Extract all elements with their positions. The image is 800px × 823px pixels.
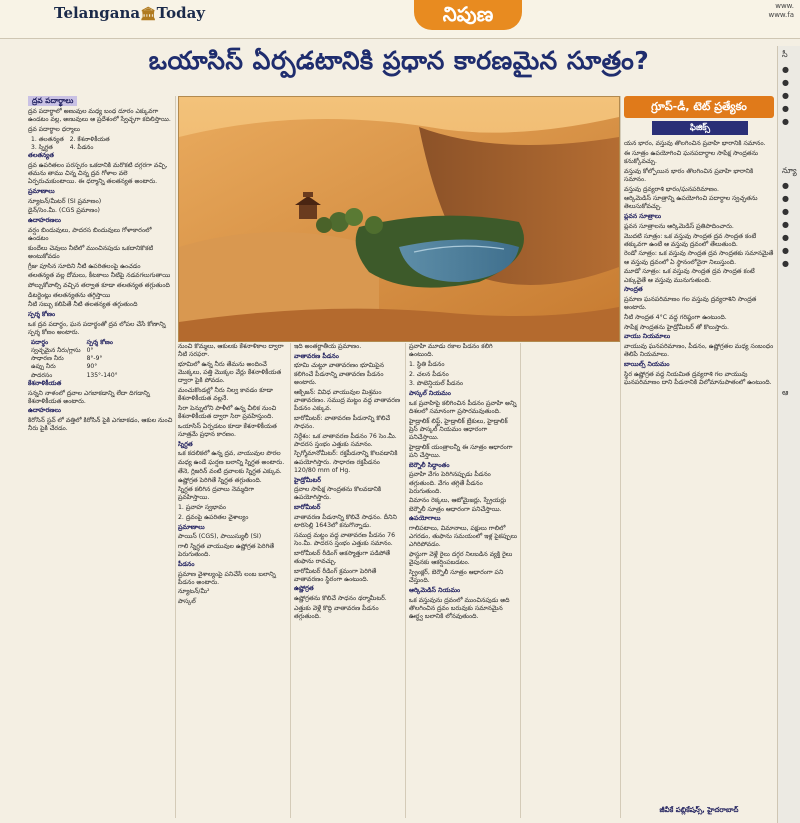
table-cell: ఉప్పు నీరు	[31, 363, 56, 371]
subheading: ఉష్ణోగ్రత	[294, 585, 314, 593]
subheading: కేశనాళికీయత	[28, 379, 62, 387]
table-cell: స్వచ్ఛమైన నీరు/గ్లాసు	[31, 346, 81, 354]
list-item: 4. పీడనం	[69, 144, 94, 152]
paragraph: ఫాస్టుగా వెళ్లే రైలు దగ్గర నిలబడిన వ్యక్తి రైలు వైపునకు ఆకర్షింపబడటం.	[409, 551, 513, 567]
physics-tag: ఫిజిక్స్	[652, 121, 748, 135]
list-item: న్యూటన్/మీటర్ (SI ప్రమాణం)	[28, 197, 102, 205]
list-item: 1. స్థితి పీడనం	[409, 360, 445, 368]
list-item: 2. కేశనాళికీయత	[69, 135, 110, 143]
column-divider	[290, 343, 291, 818]
column-divider	[620, 96, 621, 818]
paragraph: ద్రవాల సాపేక్ష సాంద్రతను కొలవడానికి ఉపయోగిస్తారు.	[294, 486, 382, 502]
subheading: హైడ్రోమీటర్	[294, 476, 321, 484]
brand-name: Telangana	[54, 4, 141, 22]
column-3	[294, 343, 402, 818]
table-cell: సాధారణ నీరు	[31, 355, 64, 363]
subheading: స్పర్శ కోణం	[28, 311, 56, 319]
paragraph: సిరా పెన్నులోని పాళీలో ఉన్న చీలిక నుంచి కేశనాళికీయత ద్వారా సిరా ప్రవహిస్తుంది.	[178, 404, 277, 421]
oasis-photo	[178, 96, 620, 342]
paragraph: హైడ్రాలిక్ లిఫ్ట్, హైడ్రాలిక్ బ్రేకులు, హైడ్రాలిక్ ప్రెస్ పాస్కల్ నియమం ఆధారంగా పనిచేస్తాయి.	[409, 417, 508, 442]
paragraph: స్ప్రింక్లర్, బెర్నౌలీ సూత్రం ఆధారంగా పని చేస్తుంది.	[409, 569, 504, 585]
paragraph: ప్రమాణ ఘనపరిమాణం గల వస్తువు ద్రవ్యరాశిని సాంద్రత అంటారు.	[624, 295, 757, 312]
paragraph: ప్రవాహి మూడు రకాల పీడనం కలిగి ఉంటుంది.	[409, 343, 493, 359]
list-item: తలతన్యత వల్ల దోమలు, కీటకాలు నీటిపై నడవగలుగుతాయి	[28, 272, 171, 280]
paragraph: ప్రవాహి వేగం పెరిగినప్పుడు పీడనం తగ్గుతుంది. వేగం తగ్గితే పీడనం పెరుగుతుంది.	[409, 471, 491, 495]
section-heading: ద్రవ పదార్థాలు	[28, 96, 77, 106]
list-item: డైన్/సెం.మీ. (CGS ప్రమాణం)	[28, 207, 100, 215]
url-2: www.fa	[768, 11, 794, 19]
publisher-credit: జీవీకే పబ్లికేషన్స్, హైదరాబాద్	[659, 806, 739, 814]
paragraph: వాయువు ఘనపరిమాణం, పీడనం, ఉష్ణోగ్రతల మధ్య సంబంధం తెలిపే నియమాలు.	[624, 342, 774, 359]
table-cell: 0°	[86, 346, 94, 354]
list-item: 1. తలతన్యత	[31, 135, 64, 143]
brand-emblem-icon: 🏛	[140, 7, 157, 22]
table-header: పదార్థం	[31, 338, 49, 346]
paragraph: ఒక ప్రవాహిపై కలిగించిన పీడనం ప్రవాహి అన్ని దిశలలో సమానంగా ప్రసారమవుతుంది.	[409, 399, 517, 415]
subheading: తలతన్యత	[28, 152, 54, 160]
subheading: ప్లవన సూత్రాలు	[624, 213, 662, 221]
table-cell: 90°	[86, 363, 98, 371]
strip-text: ఆ	[782, 388, 789, 397]
paragraph: భూమి చుట్టూ వాతావరణం భూమిపైన కలిగించే పీడనాన్ని వాతావరణ పీడనం అంటారు.	[294, 362, 385, 386]
group-d-tet-tag: గ్రూప్-డీ, టెట్ ప్రత్యేకం	[624, 96, 774, 118]
list-item: గ్రీజు పూసిన సూదిని నీటి ఉపరితలంపై ఉంచడం	[28, 262, 141, 270]
paragraph: ద్రవ ఉపరితలం పరస్పరం ఒకదానికి మరొకటి దగ్గరగా వచ్చి, తమను తాము చిన్న చిన్న ద్రవ గోళాల వలె ఏర్పరుచుకుంటాయి. ఈ ధర్మాన్ని తలతన్యత అంటారు.	[28, 161, 168, 186]
paragraph: ఉష్ణోగ్రతను కొలిచే సాధనం థర్మామీటర్.	[294, 595, 387, 603]
paragraph: తేనె, గ్లిజరిన్ వంటి ద్రవాలకు స్నిగ్ధత ఎక్కువ. ఉష్ణోగ్రత పెరిగితే స్నిగ్ధత తగ్గుతుంది.	[178, 468, 282, 484]
masthead	[0, 0, 800, 39]
subheading: ఉదాహరణలు	[28, 217, 61, 225]
list-item: కుందేలు చెవులు నీటిలో ముంచినపుడు ఒకదానికొకటి అంటుకోవడం	[28, 244, 154, 260]
paragraph: వస్తువు ద్రవ్యరాశి భారం/ఘనపరిమాణం.	[624, 185, 719, 193]
paragraph: ఆర్కిమెడిస్ సూత్రాన్ని ఉపయోగించి పదార్థాల స్వచ్ఛతను తెలుసుకోవచ్చు.	[624, 195, 758, 211]
paragraph: విమానం రెక్కలు, ఆటోమైజర్లు, స్ప్రేయర్లు బెర్నౌలీ సూత్రం ఆధారంగా పనిచేస్తాయి.	[409, 497, 507, 513]
strip-text: సీ	[782, 50, 788, 59]
list-item: 3. పొటెన్షియల్ పీడనం	[409, 380, 464, 388]
paragraph: వస్తువు కోల్పోయిన భారం తొలగించిన ప్రవాహి భారానికి సమానం.	[624, 167, 754, 183]
paragraph: కిరోసిన్ స్టవ్ లో వత్తిలో కిరోసిన్ పైకి ఎగబాకడం, ఆకుల నుంచి నీరు పైకి చేరడం.	[28, 417, 173, 433]
paragraph: ఒక కదలికలో ఉన్న ద్రవ, వాయువుల పొరల మధ్య ఉండే ఘర్షణ బలాన్ని స్నిగ్ధత అంటారు.	[178, 450, 285, 466]
paragraph: బారోమీటర్ రీడింగ్ క్రమంగా పెరిగితే వాతావరణం స్థిరంగా ఉంటుంది.	[294, 567, 377, 583]
subheading: స్నిగ్ధత	[178, 440, 193, 448]
paragraph: స్పిగ్మోమానోమీటర్: రక్తపీడనాన్ని కొలవడానికి ఉపయోగిస్తారు. సాధారణ రక్తపీడనం 120/80 mm of Hg.	[294, 450, 398, 474]
subheading: ప్రమాణాలు	[28, 188, 55, 196]
subheading: బెర్నౌలీ సిద్ధాంతం	[409, 461, 450, 469]
list-item: 1. ప్రవాహ స్వభావం	[178, 504, 227, 512]
table-cell: 135°-140°	[86, 371, 118, 379]
paragraph: బారోమీటర్ రీడింగ్ అకస్మాత్తుగా పడిపోతే తుఫాను రావచ్చు.	[294, 549, 391, 565]
paragraph: గాలిపటాలు, విమానాలు, పక్షులు గాలిలో ఎగరడం, తుఫాను సమయంలో ఇళ్ల పైకప్పులు ఎగిరిపోవడం.	[409, 525, 517, 549]
paragraph: సాపేక్ష సాంద్రతను హైడ్రోమీటర్ తో కొలుస్తారు.	[624, 323, 730, 331]
bullet-icon: ●	[782, 246, 789, 255]
paragraph: బారోమీటర్: వాతావరణ పీడనాన్ని కొలిచే సాధనం.	[294, 414, 391, 430]
table-header: స్పర్శ కోణం	[86, 338, 113, 346]
subheading: సాంద్రత	[624, 286, 643, 294]
column-divider	[405, 343, 406, 818]
paragraph: ఈ సూత్రం ఉపయోగించి ఘనపదార్థాల సాపేక్ష సాంద్రతను కనుక్కోవచ్చు.	[624, 149, 759, 165]
column-5	[624, 140, 774, 804]
column-divider	[175, 96, 176, 818]
bullet-icon: ●	[782, 207, 789, 216]
list-item: పోల్చుకోవాల్సి వచ్చిన తర్వాత కూడా తలతన్యత తగ్గుతుంది	[28, 282, 170, 290]
bullet-icon: ●	[782, 220, 789, 229]
paragraph: వాతావరణ పీడనాన్ని కొలిచే సాధనం. దీనిని టారిసెల్లి 1643లో కనుగొన్నాడు.	[294, 513, 397, 530]
table-cell: 8°-9°	[86, 355, 103, 363]
properties-list	[28, 136, 113, 152]
column-2	[178, 343, 286, 818]
section-banner: నిపుణ	[414, 0, 522, 30]
column-divider	[520, 343, 521, 818]
url-1: www.	[775, 2, 794, 10]
column-1	[28, 96, 174, 818]
bullet-icon: ●	[782, 117, 789, 126]
bullet-icon: ●	[782, 194, 789, 203]
paragraph: నిర్దేశం: ఒక వాతావరణ పీడనం 76 సెం.మీ. పాదరస స్తంభం ఎత్తుకు సమానం.	[294, 432, 397, 448]
strip-text: న్యూ	[782, 166, 797, 175]
list-item: 3. స్నిగ్ధత	[31, 144, 53, 152]
paragraph: సన్నని నాళంలో ద్రవాల ఎగబాకడాన్ని లేదా దిగడాన్ని కేశనాళికీయత అంటారు.	[28, 389, 150, 405]
list-item: న్యూటన్/మీ²	[178, 588, 210, 596]
bullet-icon: ●	[782, 78, 789, 87]
subheading: వాయు నియమాలు	[624, 333, 671, 341]
top-right-urls	[768, 2, 794, 20]
paragraph: ప్లవన సూత్రాలను ఆర్కిమెడిస్ ప్రతిపాదించారు.	[624, 222, 734, 230]
list-item: 2. చలన పీడనం	[409, 370, 449, 378]
paragraph: ప్రమాణ వైశాల్యంపై పనిచేసే లంబ బలాన్ని పీడనం అంటారు.	[178, 570, 276, 586]
paragraph: రెండో సూత్రం: ఒక వస్తువు సాంద్రత ద్రవ సాంద్రతకు సమానమైతే ఆ వస్తువు ద్రవంలో ఏ స్థానంలోనైనా నిలుస్తుంది.	[624, 250, 774, 266]
subheading: బాయిల్స్ నియమం	[624, 360, 670, 368]
bullet-icon: ●	[782, 233, 789, 242]
subheading: బారోమీటర్	[294, 504, 321, 512]
paragraph: స్థిర ఉష్ణోగ్రత వద్ద నియమిత ద్రవ్యరాశి గల వాయువు ఘనపరిమాణం దాని పీడనానికి విలోమానుపాతంలో ఉంటుంది.	[624, 370, 772, 386]
subheading: ఉపయోగాలు	[409, 515, 441, 523]
paragraph: మూడో సూత్రం: ఒక వస్తువు సాంద్రత ద్రవ సాంద్రత కంటే ఎక్కువైతే ఆ వస్తువు మునుగుతుంది.	[624, 268, 755, 284]
list-item: నీటి సబ్బు కలిపితే నీటి తలతన్యత తగ్గుతుంది	[28, 301, 138, 309]
paragraph: ఒక వస్తువును ద్రవంలో ముంచినపుడు అది తొలగించిన ద్రవం బరువుకు సమానమైన ఊర్ధ్వ బలానికి లోనవుతుంది.	[409, 596, 510, 621]
paragraph: నుంచి కొమ్మలు, ఆకులకు కేశనాళికాల ద్వారా నీటి సరఫరా.	[178, 343, 284, 359]
bullet-icon: ●	[782, 65, 789, 74]
paragraph: ద్రవ పదార్థాలో అణువుల మధ్య బంధ దూరం ఎక్కువగా ఉండటం వల్ల, అణువులు ఆ ప్రదేశంలో స్వేచ్ఛగా కదిలిస్తాయి.	[28, 108, 171, 124]
paragraph: గాలి స్నిగ్ధత వాయువుల ఉష్ణోగ్రత పెరిగితే పెరుగుతుంది.	[178, 542, 275, 559]
list-item: పాస్కల్	[178, 598, 196, 606]
adjacent-page-strip	[777, 46, 800, 823]
paragraph: సముద్ర మట్టం వద్ద వాతావరణ పీడనం 76 సెం.మీ. పాదరస స్తంభం ఎత్తుకు సమానం.	[294, 531, 396, 547]
paragraph: హైడ్రాలిక్ యంత్రాలన్నీ ఈ సూత్రం ఆధారంగా పని చేస్తాయి.	[409, 443, 513, 459]
paragraph: ఎత్తుకు వెళ్లే కొద్ది వాతావరణ పీడనం తగ్గుతుంది.	[294, 604, 379, 621]
paragraph: నీటి సాంద్రత 4°C వద్ద గరిష్ఠంగా ఉంటుంది.	[624, 313, 727, 321]
paragraph: ఆక్సిజన్: వివిధ వాయువుల మిశ్రమం వాతావరణం. సముద్ర మట్టం వద్ద వాతావరణ పీడనం ఎక్కువ.	[294, 388, 401, 412]
column-4	[409, 343, 517, 818]
subheading: ఆర్కిమెడిస్ నియమం	[409, 586, 461, 594]
paragraph: ఒక ద్రవ పదార్థం, ఘన పదార్థంతో ద్రవ లోపల చేసే కోణాన్ని స్పర్శ కోణం అంటారు.	[28, 320, 166, 337]
paragraph: ఒయాసిస్ ఏర్పడటం కూడా కేశనాళికీయత సూత్రమే ప్రధాన కారణం.	[178, 422, 277, 439]
bullet-icon: ●	[782, 181, 789, 190]
bullet-icon: ●	[782, 91, 789, 100]
paragraph: ఇది అంతర్జాతీయ ప్రమాణం.	[294, 343, 362, 350]
brand-logo[interactable]	[54, 4, 205, 22]
paragraph: ద్రవ పదార్థాల ధర్మాలు	[28, 126, 80, 134]
brand-suffix: Today	[156, 4, 206, 22]
table-cell: పాదరసం	[31, 371, 53, 379]
paragraph: యన భారం, వస్తువు తొలగించిన ప్రవాహి భారానికి సమానం.	[624, 140, 766, 147]
paragraph: భూమిలో ఉన్న నీరు తేమను అందించే మొక్కలు, పత్తి మొక్కల వేర్లు కేశనాళికీయత ద్వారా పైకి పోవడం.	[178, 360, 282, 385]
contact-angle-table	[28, 339, 121, 380]
subheading: పాస్కల్ నియమం	[409, 390, 451, 398]
list-item: పాయిస్ (CGS), పాయిస్యులీ (SI)	[178, 533, 262, 541]
subheading: ప్రమాణాలు	[178, 523, 205, 531]
subheading: పీడనం	[178, 560, 195, 568]
page-headline: ఒయాసిస్ ఏర్పడటానికి ప్రధాన కారణమైన సూత్రం?	[148, 46, 650, 75]
paragraph: స్నిగ్ధత కలిగిన ద్రవాలు నెమ్మదిగా ప్రవహిస్తాయి.	[178, 486, 255, 502]
desert-oasis-image	[179, 97, 619, 341]
subheading: ఉదాహరణలు	[28, 407, 61, 415]
bullet-icon: ●	[782, 104, 789, 113]
paragraph: మొదటి సూత్రం: ఒక వస్తువు సాంద్రత ద్రవ సాంద్రత కంటే తక్కువగా ఉంటే ఆ వస్తువు ద్రవంలో తేలుతుంది.	[624, 232, 757, 248]
subheading: వాతావరణ పీడనం	[294, 352, 339, 360]
list-item: 2. ద్రవంపై ఉపరితల వైశాల్యం	[178, 513, 249, 521]
list-item: డిటర్జెంట్లు తలతన్యతను తగ్గిస్తాయి	[28, 291, 111, 299]
paragraph: మంచుకొండల్లో నీరు నిల్వ కావడం కూడా కేశనాళికీయత వల్లనే.	[178, 387, 273, 403]
list-item: వర్షం బిందువులు, పాదరస బిందువులు గోళాకారంలో ఉండటం	[28, 226, 152, 243]
bullet-icon: ●	[782, 259, 789, 268]
